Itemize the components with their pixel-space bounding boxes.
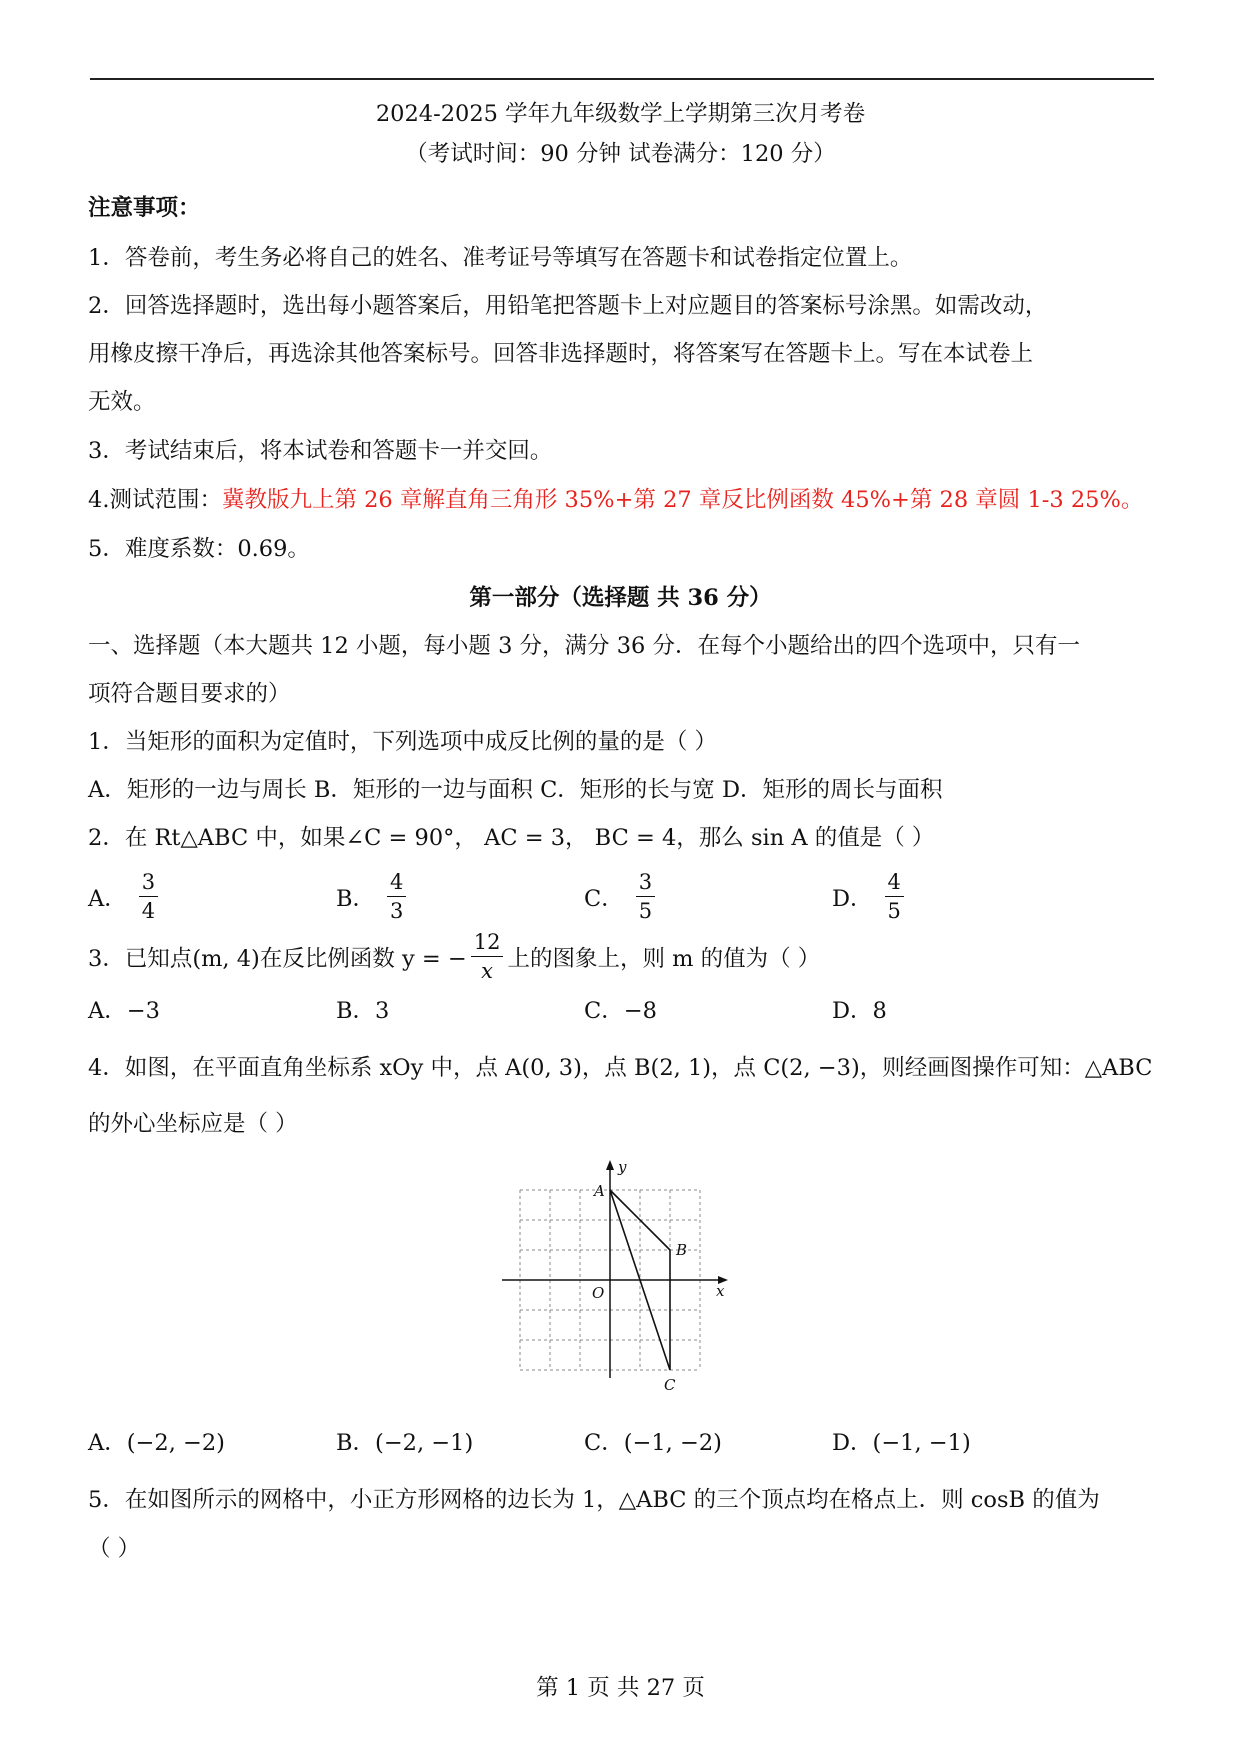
q3-stem [88, 928, 820, 985]
q2-option-b-label: B． [336, 885, 376, 912]
denominator: 3 [390, 899, 404, 923]
label-point-b: B [676, 1241, 688, 1259]
notice-item-3: 3．考试结束后，将本试卷和答题卡一并交回。 [88, 438, 553, 464]
q2-stem: 2．在 Rt△ABC 中，如果∠C = 90°， AC = 3， BC = 4，那么 sin A 的值是（ ） [88, 825, 935, 851]
q1-options: A．矩形的一边与周长 B．矩形的一边与面积 C．矩形的长与宽 D．矩形的周长与面积 [88, 777, 943, 803]
q2-option-c-label: C． [584, 885, 624, 912]
q2-option-b-fraction [387, 868, 406, 925]
q4-axes [502, 1160, 728, 1378]
q4-coordinate-figure [490, 1160, 750, 1390]
numerator: 4 [387, 868, 406, 897]
q2-option-a-label: A． [88, 885, 127, 912]
notice-item-2-line-2: 用橡皮擦干净后，再选涂其他答案标号。回答非选择题时，将答案写在答题卡上。写在本试卷上 [88, 341, 1034, 367]
part1-intro-line-1: 一、选择题（本大题共 12 小题，每小题 3 分，满分 36 分．在每个小题给出的四个选项中，只有一 [88, 633, 1080, 659]
denominator: x [481, 959, 493, 983]
denominator: 5 [887, 899, 901, 923]
exam-subtitle: （考试时间：90 分钟 试卷满分：120 分） [405, 141, 836, 167]
q2-option-d-fraction [885, 868, 904, 925]
notice-item-4 [88, 484, 1143, 516]
label-y-axis: y [618, 1160, 627, 1176]
q2-option-b [336, 868, 410, 925]
notice-item-5: 5．难度系数：0.69。 [88, 536, 310, 562]
notice-item-1: 1．答卷前，考生务必将自己的姓名、准考证号等填写在答题卡和试卷指定位置上。 [88, 245, 913, 271]
denominator: 4 [141, 899, 156, 923]
label-origin: O [592, 1284, 605, 1302]
q4-option-d: D．(−1, −1) [832, 1430, 971, 1456]
denominator: 5 [638, 899, 653, 923]
top-rule [90, 78, 1154, 80]
notice-item-2-line-3: 无效。 [88, 389, 156, 415]
numerator: 3 [139, 868, 158, 897]
q2-option-c-fraction [636, 868, 655, 925]
part1-heading: 第一部分（选择题 共 36 分） [469, 585, 772, 611]
q3-stem-before: 3．已知点(m, 4)在反比例函数 y = − [88, 945, 467, 972]
label-point-c: C [664, 1376, 676, 1390]
q4-stem-line-2: 的外心坐标应是（ ） [88, 1111, 298, 1137]
q3-option-a: A．−3 [88, 998, 160, 1024]
q1-stem: 1．当矩形的面积为定值时，下列选项中成反比例的量的是（ ） [88, 729, 717, 755]
q4-option-b: B．(−2, −1) [336, 1430, 474, 1456]
part1-intro-line-2: 项符合题目要求的） [88, 681, 291, 707]
q3-function-fraction [471, 928, 504, 985]
q3-option-b: B．3 [336, 998, 390, 1024]
q2-option-a-fraction [139, 868, 158, 925]
q3-option-c: C．−8 [584, 998, 657, 1024]
notice-item-4-prefix: 4.测试范围： [88, 487, 222, 513]
y-axis-arrow-icon [606, 1160, 614, 1170]
q2-option-c [584, 868, 659, 925]
page-footer: 第 1 页 共 27 页 [536, 1675, 705, 1701]
notice-heading: 注意事项： [88, 195, 201, 221]
q2-option-a [88, 868, 162, 925]
label-point-a: A [594, 1182, 605, 1200]
numerator: 12 [471, 928, 504, 957]
q4-stem-line-1: 4．如图，在平面直角坐标系 xOy 中，点 A(0, 3)，点 B(2, 1)，点 C(2, −3)，则经画图操作可知：△ABC [88, 1055, 1153, 1081]
q5-stem-line-1: 5．在如图所示的网格中，小正方形网格的边长为 1，△ABC 的三个顶点均在格点上．则 cosB 的值为 [88, 1487, 1100, 1513]
exam-title: 2024-2025 学年九年级数学上学期第三次月考卷 [375, 101, 866, 127]
q2-option-d-label: D． [832, 885, 873, 912]
numerator: 4 [885, 868, 904, 897]
numerator: 3 [636, 868, 655, 897]
notice-item-4-range: 冀教版九上第 26 章解直角三角形 35%+第 27 章反比例函数 45%+第 28 章圆 1-3 25%。 [221, 487, 1144, 513]
q5-stem-line-2: （ ） [88, 1536, 141, 1562]
q3-option-d: D．8 [832, 998, 887, 1024]
q2-option-d [832, 868, 908, 925]
notice-item-2-line-1: 2．回答选择题时，选出每小题答案后，用铅笔把答题卡上对应题目的答案标号涂黑。如需改动， [88, 293, 1048, 319]
q3-stem-after: 上的图象上，则 m 的值为（ ） [507, 945, 821, 972]
label-x-axis: x [716, 1282, 725, 1300]
q4-option-c: C．(−1, −2) [584, 1430, 722, 1456]
q4-option-a: A．(−2, −2) [88, 1430, 225, 1456]
